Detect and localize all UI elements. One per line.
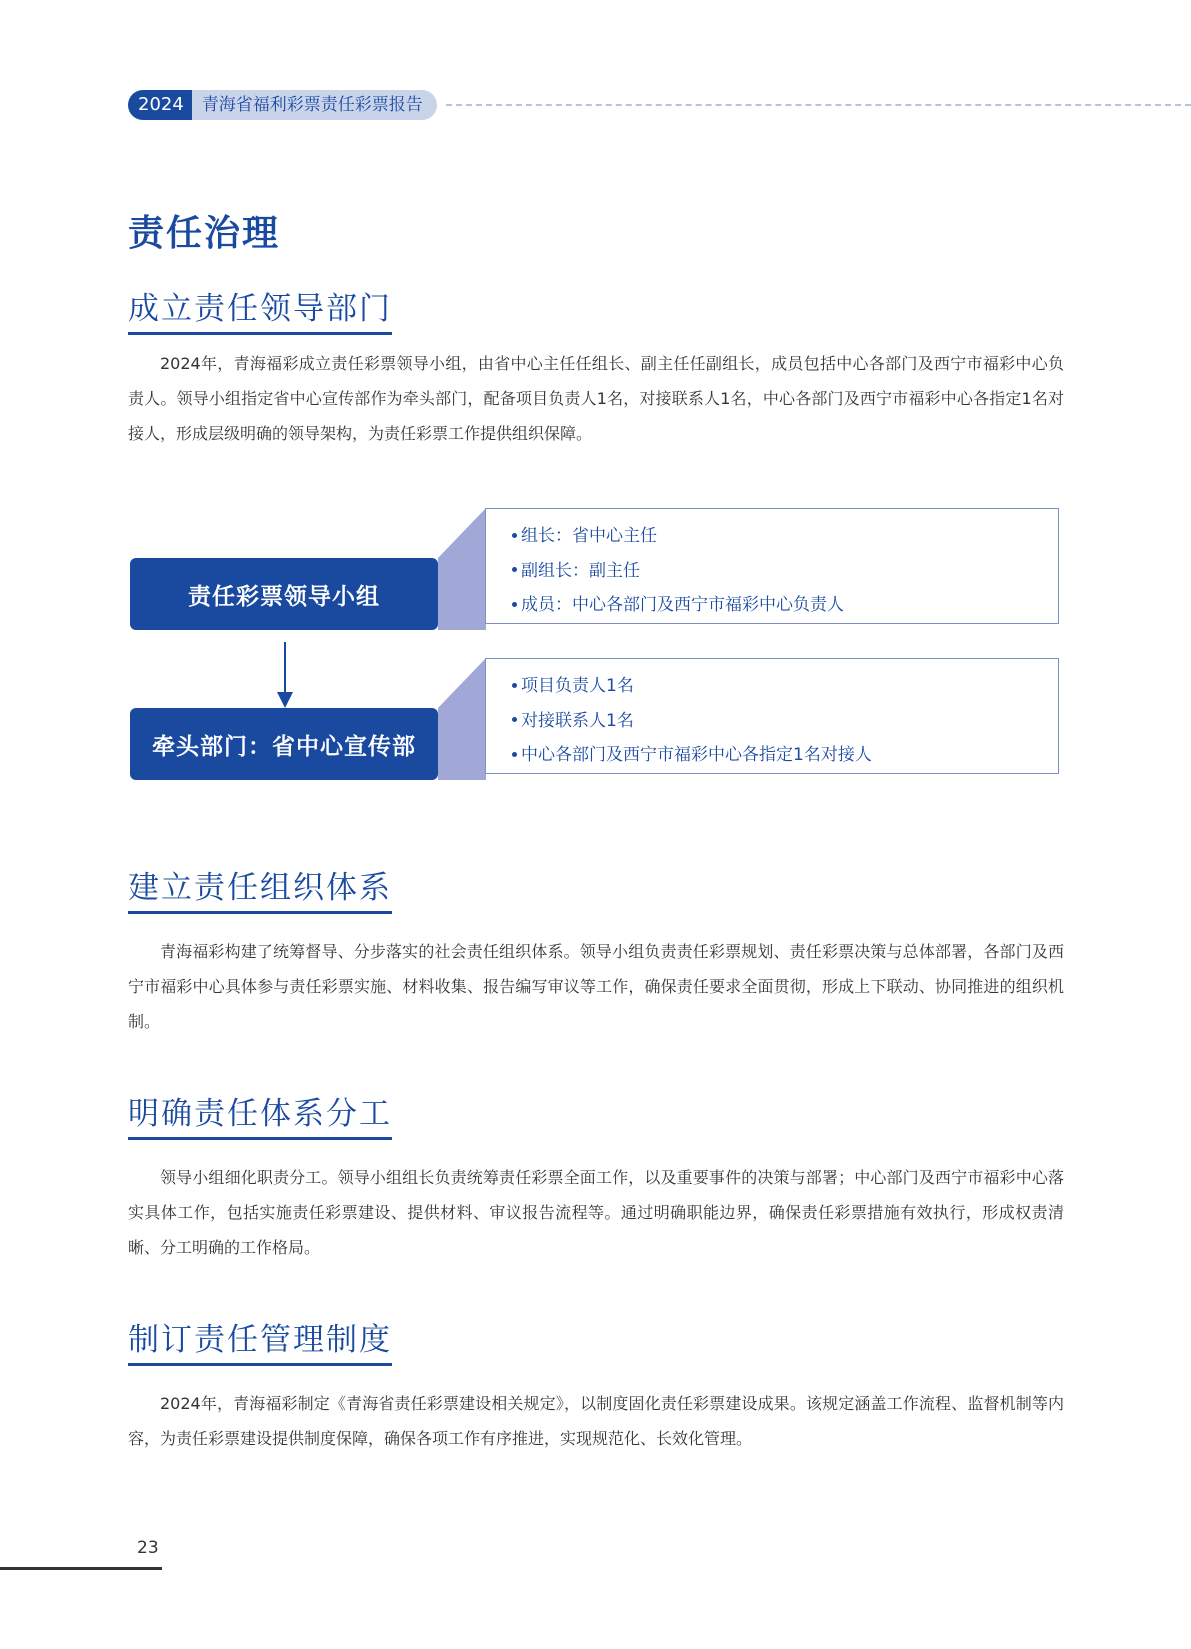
bullet-icon [512,533,517,538]
header-title: 青海省福利彩票责任彩票报告 [192,90,437,120]
lead-department-label: 牵头部门：省中心宣传部 [130,708,438,780]
section-paragraph-division: 领导小组细化职责分工。领导小组组长负责统筹责任彩票全面工作，以及重要事件的决策与部署；中心部门及西宁市福彩中心落实具体工作，包括实施责任彩票建设、提供材料、审议报告流程等。通过明确职能边界，确保责任彩票措施有效执行，形成权责清晰、分工明确的工作格局。 [128,1168,1064,1257]
lead-connector-shape [438,658,486,780]
footer-rule [0,1567,162,1570]
section-heading-organization: 建立责任组织体系 [128,862,392,914]
section-heading-leadership: 成立责任领导部门 [128,283,392,335]
lead-department-box [485,658,1059,774]
group-connector-shape [438,508,486,630]
bullet-icon [512,752,517,757]
list-item: 项目负责人1名 [512,669,1058,704]
header-year: 2024 [128,90,192,120]
leadership-group-box [485,508,1059,624]
section-paragraph-leadership: 2024年，青海福彩成立责任彩票领导小组，由省中心主任任组长、副主任任副组长，成员包括中心各部门及西宁市福彩中心负责人。领导小组指定省中心宣传部作为牵头部门，配备项目负责人1名，对接联系人1名，中心各部门及西宁市福彩中心各指定1名对接人，形成层级明确的领导架构，为责任彩票工作提供组织保障。 [128,354,1064,443]
bullet-icon [512,567,517,572]
list-item: 副组长：副主任 [512,554,1058,589]
page-title: 责任治理 [128,213,281,254]
section-paragraph-system: 2024年，青海福彩制定《青海省责任彩票建设相关规定》，以制度固化责任彩票建设成果。该规定涵盖工作流程、监督机制等内容，为责任彩票建设提供制度保障，确保各项工作有序推进，实现规范化、长效化管理。 [128,1394,1064,1448]
report-header [128,90,437,120]
page-number: 23 [137,1538,159,1558]
section-heading-division: 明确责任体系分工 [128,1088,392,1140]
bullet-icon [512,602,517,607]
bullet-icon [512,717,517,722]
section-paragraph-organization: 青海福彩构建了统筹督导、分步落实的社会责任组织体系。领导小组负责责任彩票规划、责任彩票决策与总体部署，各部门及西宁市福彩中心具体参与责任彩票实施、材料收集、报告编写审议等工作，确保责任要求全面贯彻，形成上下联动、协同推进的组织机制。 [128,942,1064,1031]
section-heading-system: 制订责任管理制度 [128,1314,392,1366]
list-item: 中心各部门及西宁市福彩中心各指定1名对接人 [512,738,1058,773]
down-arrow-icon [275,642,295,708]
leadership-group-label: 责任彩票领导小组 [130,558,438,630]
list-item: 组长：省中心主任 [512,519,1058,554]
list-item: 成员：中心各部门及西宁市福彩中心负责人 [512,588,1058,623]
list-item: 对接联系人1名 [512,704,1058,739]
bullet-icon [512,683,517,688]
header-dashed-divider [446,104,1191,106]
